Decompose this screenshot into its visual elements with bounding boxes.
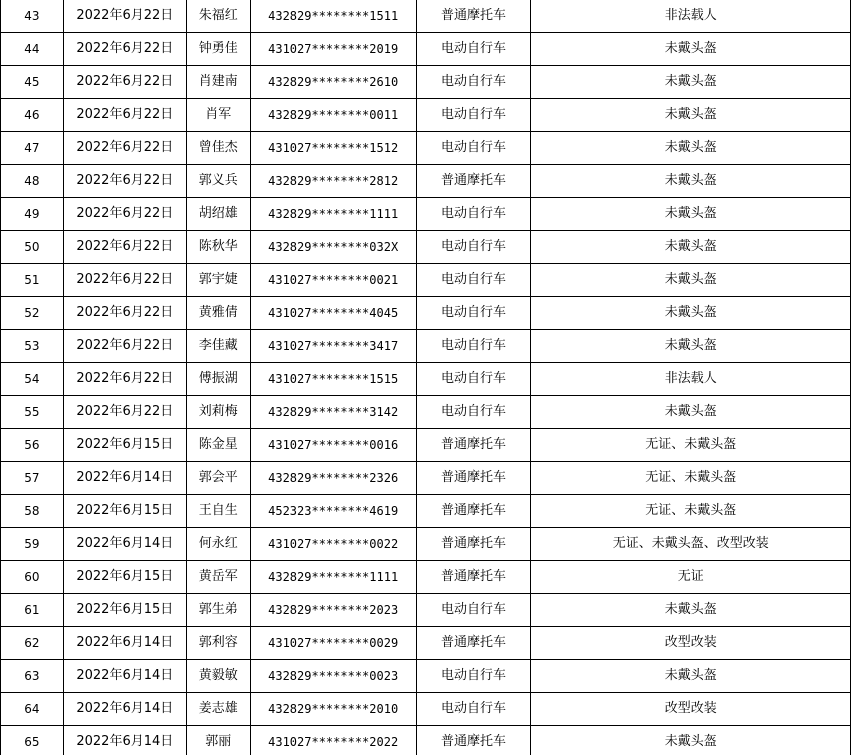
cell-serial-number[interactable]: 52 [1, 297, 64, 330]
cell-id-number[interactable]: 431027********0029 [250, 627, 416, 660]
cell-serial-number[interactable]: 65 [1, 726, 64, 755]
cell-violation[interactable]: 未戴头盔 [531, 231, 851, 264]
cell-vehicle-type[interactable]: 电动自行车 [416, 363, 531, 396]
cell-serial-number[interactable]: 48 [1, 165, 64, 198]
cell-name[interactable]: 陈秋华 [186, 231, 250, 264]
table-row [1, 627, 851, 660]
cell-violation[interactable]: 未戴头盔 [531, 165, 851, 198]
cell-violation[interactable]: 未戴头盔 [531, 396, 851, 429]
table-row [1, 330, 851, 363]
cell-name[interactable]: 黄毅敏 [186, 660, 250, 693]
cell-violation[interactable]: 未戴头盔 [531, 726, 851, 755]
cell-serial-number[interactable]: 44 [1, 33, 64, 66]
cell-vehicle-type[interactable]: 电动自行车 [416, 396, 531, 429]
cell-vehicle-type[interactable]: 电动自行车 [416, 330, 531, 363]
table-row [1, 33, 851, 66]
cell-date[interactable]: 2022年6月14日 [63, 726, 186, 755]
table-row [1, 660, 851, 693]
cell-vehicle-type[interactable]: 普通摩托车 [416, 462, 531, 495]
cell-name[interactable]: 郭宇婕 [186, 264, 250, 297]
cell-serial-number[interactable]: 58 [1, 495, 64, 528]
table-row [1, 528, 851, 561]
cell-vehicle-type[interactable]: 电动自行车 [416, 231, 531, 264]
cell-vehicle-type[interactable]: 电动自行车 [416, 297, 531, 330]
cell-violation[interactable]: 无证、未戴头盔 [531, 429, 851, 462]
cell-violation[interactable]: 未戴头盔 [531, 66, 851, 99]
cell-violation[interactable]: 未戴头盔 [531, 33, 851, 66]
cell-date[interactable]: 2022年6月15日 [63, 429, 186, 462]
cell-serial-number[interactable]: 60 [1, 561, 64, 594]
cell-serial-number[interactable]: 43 [1, 0, 64, 33]
cell-serial-number[interactable]: 49 [1, 198, 64, 231]
cell-vehicle-type[interactable]: 电动自行车 [416, 264, 531, 297]
cell-id-number[interactable]: 432829********2326 [250, 462, 416, 495]
cell-vehicle-type[interactable]: 普通摩托车 [416, 528, 531, 561]
cell-serial-number[interactable]: 61 [1, 594, 64, 627]
cell-violation[interactable]: 无证、未戴头盔 [531, 495, 851, 528]
cell-vehicle-type[interactable]: 普通摩托车 [416, 429, 531, 462]
cell-date[interactable]: 2022年6月22日 [63, 99, 186, 132]
cell-serial-number[interactable]: 53 [1, 330, 64, 363]
cell-vehicle-type[interactable]: 普通摩托车 [416, 0, 531, 33]
cell-name[interactable]: 傅振湖 [186, 363, 250, 396]
cell-name[interactable]: 陈金星 [186, 429, 250, 462]
table-row [1, 462, 851, 495]
cell-serial-number[interactable]: 47 [1, 132, 64, 165]
cell-date[interactable]: 2022年6月22日 [63, 132, 186, 165]
cell-date[interactable]: 2022年6月22日 [63, 264, 186, 297]
cell-violation[interactable]: 无证 [531, 561, 851, 594]
cell-violation[interactable]: 无证、未戴头盔 [531, 462, 851, 495]
cell-date[interactable]: 2022年6月15日 [63, 561, 186, 594]
cell-vehicle-type[interactable]: 电动自行车 [416, 33, 531, 66]
cell-name[interactable]: 何永红 [186, 528, 250, 561]
cell-vehicle-type[interactable]: 电动自行车 [416, 693, 531, 726]
table-row [1, 198, 851, 231]
cell-id-number[interactable]: 431027********3417 [250, 330, 416, 363]
cell-serial-number[interactable]: 59 [1, 528, 64, 561]
cell-name[interactable]: 钟勇佳 [186, 33, 250, 66]
table-row [1, 165, 851, 198]
cell-serial-number[interactable]: 56 [1, 429, 64, 462]
table-row [1, 594, 851, 627]
cell-id-number[interactable]: 431027********2019 [250, 33, 416, 66]
table-row [1, 132, 851, 165]
cell-violation[interactable]: 未戴头盔 [531, 132, 851, 165]
cell-name[interactable]: 肖军 [186, 99, 250, 132]
cell-serial-number[interactable]: 62 [1, 627, 64, 660]
cell-serial-number[interactable]: 55 [1, 396, 64, 429]
cell-date[interactable]: 2022年6月22日 [63, 363, 186, 396]
cell-id-number[interactable]: 432829********2812 [250, 165, 416, 198]
cell-vehicle-type[interactable]: 电动自行车 [416, 99, 531, 132]
cell-name[interactable]: 朱福红 [186, 0, 250, 33]
cell-violation[interactable]: 无证、未戴头盔、改型改装 [531, 528, 851, 561]
cell-date[interactable]: 2022年6月22日 [63, 33, 186, 66]
cell-vehicle-type[interactable]: 普通摩托车 [416, 561, 531, 594]
cell-violation[interactable]: 未戴头盔 [531, 660, 851, 693]
cell-date[interactable]: 2022年6月14日 [63, 627, 186, 660]
cell-id-number[interactable]: 432829********2010 [250, 693, 416, 726]
cell-vehicle-type[interactable]: 普通摩托车 [416, 627, 531, 660]
cell-violation[interactable]: 未戴头盔 [531, 330, 851, 363]
cell-violation[interactable]: 未戴头盔 [531, 198, 851, 231]
cell-vehicle-type[interactable]: 电动自行车 [416, 132, 531, 165]
cell-serial-number[interactable]: 57 [1, 462, 64, 495]
cell-id-number[interactable]: 432829********1111 [250, 198, 416, 231]
cell-id-number[interactable]: 452323********4619 [250, 495, 416, 528]
cell-violation[interactable]: 非法载人 [531, 0, 851, 33]
cell-vehicle-type[interactable]: 电动自行车 [416, 594, 531, 627]
table-row [1, 0, 851, 33]
cell-id-number[interactable]: 432829********032X [250, 231, 416, 264]
cell-date[interactable]: 2022年6月14日 [63, 462, 186, 495]
cell-vehicle-type[interactable]: 电动自行车 [416, 198, 531, 231]
cell-id-number[interactable]: 431027********2022 [250, 726, 416, 755]
cell-name[interactable]: 刘莉梅 [186, 396, 250, 429]
table-row [1, 429, 851, 462]
cell-date[interactable]: 2022年6月22日 [63, 330, 186, 363]
cell-date[interactable]: 2022年6月22日 [63, 297, 186, 330]
cell-date[interactable]: 2022年6月15日 [63, 594, 186, 627]
cell-violation[interactable]: 改型改装 [531, 627, 851, 660]
cell-date[interactable]: 2022年6月22日 [63, 165, 186, 198]
cell-violation[interactable]: 未戴头盔 [531, 99, 851, 132]
cell-name[interactable]: 李佳藏 [186, 330, 250, 363]
cell-date[interactable]: 2022年6月14日 [63, 660, 186, 693]
table-row [1, 495, 851, 528]
table-body [1, 0, 851, 755]
cell-date[interactable]: 2022年6月22日 [63, 231, 186, 264]
table-row [1, 297, 851, 330]
cell-name[interactable]: 肖建南 [186, 66, 250, 99]
cell-vehicle-type[interactable]: 电动自行车 [416, 660, 531, 693]
table-row [1, 726, 851, 755]
cell-name[interactable]: 郭生弟 [186, 594, 250, 627]
cell-violation[interactable]: 非法载人 [531, 363, 851, 396]
cell-serial-number[interactable]: 45 [1, 66, 64, 99]
table-row [1, 396, 851, 429]
cell-name[interactable]: 郭义兵 [186, 165, 250, 198]
cell-serial-number[interactable]: 50 [1, 231, 64, 264]
table-row [1, 363, 851, 396]
cell-violation[interactable]: 未戴头盔 [531, 594, 851, 627]
cell-id-number[interactable]: 431027********0022 [250, 528, 416, 561]
cell-serial-number[interactable]: 46 [1, 99, 64, 132]
table-row [1, 66, 851, 99]
table-row [1, 231, 851, 264]
cell-id-number[interactable]: 432829********1511 [250, 0, 416, 33]
cell-vehicle-type[interactable]: 普通摩托车 [416, 165, 531, 198]
cell-name[interactable]: 郭会平 [186, 462, 250, 495]
cell-id-number[interactable]: 431027********1512 [250, 132, 416, 165]
cell-serial-number[interactable]: 63 [1, 660, 64, 693]
cell-id-number[interactable]: 431027********4045 [250, 297, 416, 330]
cell-name[interactable]: 郭利容 [186, 627, 250, 660]
table-row [1, 99, 851, 132]
cell-id-number[interactable]: 431027********0016 [250, 429, 416, 462]
cell-id-number[interactable]: 432829********3142 [250, 396, 416, 429]
cell-date[interactable]: 2022年6月22日 [63, 198, 186, 231]
table-row [1, 693, 851, 726]
cell-serial-number[interactable]: 64 [1, 693, 64, 726]
cell-date[interactable]: 2022年6月22日 [63, 0, 186, 33]
cell-violation[interactable]: 未戴头盔 [531, 297, 851, 330]
cell-name[interactable]: 曾佳杰 [186, 132, 250, 165]
cell-id-number[interactable]: 432829********1111 [250, 561, 416, 594]
cell-id-number[interactable]: 432829********2023 [250, 594, 416, 627]
cell-violation[interactable]: 未戴头盔 [531, 264, 851, 297]
cell-name[interactable]: 姜志雄 [186, 693, 250, 726]
cell-vehicle-type[interactable]: 普通摩托车 [416, 726, 531, 755]
cell-id-number[interactable]: 431027********1515 [250, 363, 416, 396]
cell-vehicle-type[interactable]: 电动自行车 [416, 66, 531, 99]
cell-date[interactable]: 2022年6月22日 [63, 396, 186, 429]
cell-date[interactable]: 2022年6月14日 [63, 693, 186, 726]
cell-name[interactable]: 黄岳军 [186, 561, 250, 594]
cell-serial-number[interactable]: 51 [1, 264, 64, 297]
cell-name[interactable]: 郭丽 [186, 726, 250, 755]
cell-date[interactable]: 2022年6月14日 [63, 528, 186, 561]
cell-id-number[interactable]: 432829********0023 [250, 660, 416, 693]
cell-name[interactable]: 胡绍雄 [186, 198, 250, 231]
cell-id-number[interactable]: 432829********0011 [250, 99, 416, 132]
cell-serial-number[interactable]: 54 [1, 363, 64, 396]
cell-date[interactable]: 2022年6月15日 [63, 495, 186, 528]
cell-date[interactable]: 2022年6月22日 [63, 66, 186, 99]
cell-id-number[interactable]: 432829********2610 [250, 66, 416, 99]
cell-name[interactable]: 黄雅倩 [186, 297, 250, 330]
cell-id-number[interactable]: 431027********0021 [250, 264, 416, 297]
table-row [1, 264, 851, 297]
cell-violation[interactable]: 改型改装 [531, 693, 851, 726]
cell-name[interactable]: 王自生 [186, 495, 250, 528]
cell-vehicle-type[interactable]: 普通摩托车 [416, 495, 531, 528]
table-row [1, 561, 851, 594]
